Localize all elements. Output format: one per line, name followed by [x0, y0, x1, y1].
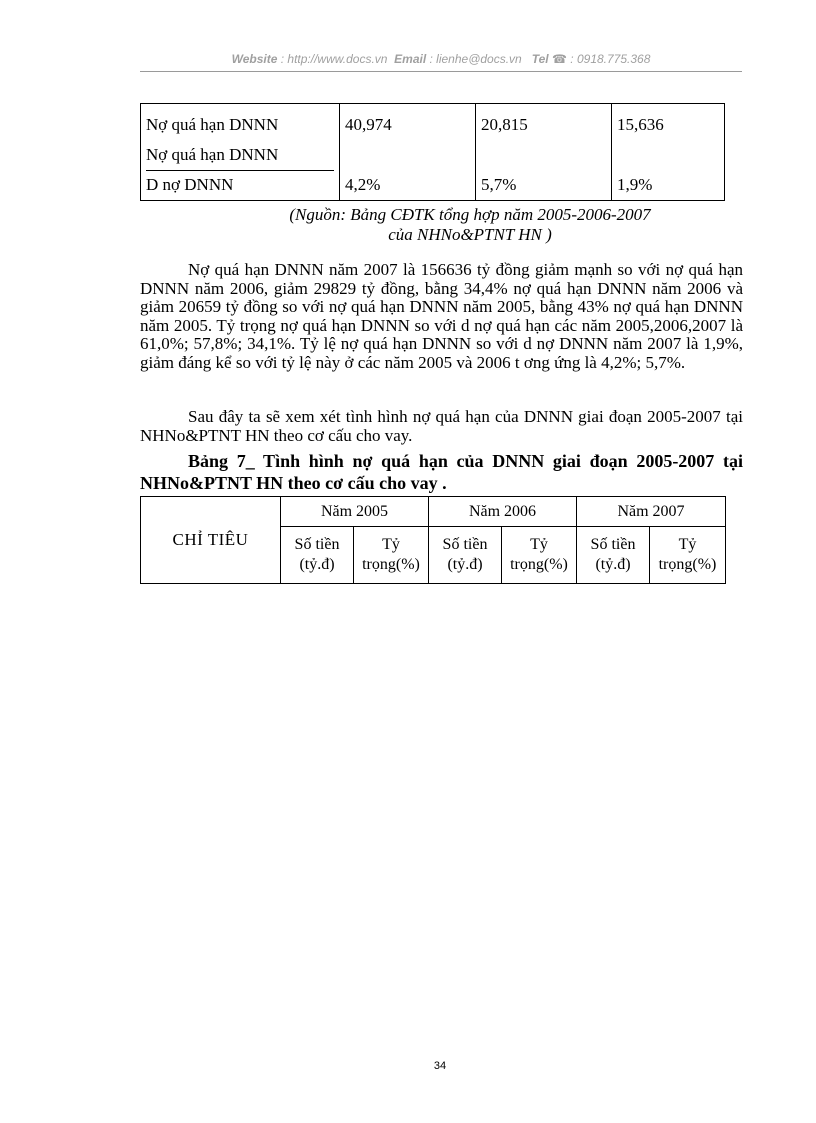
table-caption: Bảng 7_ Tình hình nợ quá hạn của DNNN giai đoạn 2005-2007 tại NHNo&PTNT HN theo cơ cấu cho vay .: [140, 451, 743, 493]
tel-label: Tel: [531, 52, 549, 66]
year-header: Năm 2005: [281, 497, 429, 527]
header-divider: [140, 71, 742, 72]
row-label: Nợ quá hạn DNNN: [146, 140, 334, 171]
amount-header: Số tiền (tỷ.đ): [429, 527, 502, 584]
table-row: [141, 104, 725, 201]
website-label: Website: [231, 52, 278, 66]
column-cell: [612, 104, 725, 201]
row-labels-cell: [141, 104, 340, 201]
website-value[interactable]: : http://www.docs.vn: [280, 52, 388, 66]
value-cell: 40,974: [345, 115, 392, 134]
share-header: Tỷ trọng(%): [650, 527, 726, 584]
column-cell: [340, 104, 476, 201]
amount-header: Số tiền (tỷ.đ): [577, 527, 650, 584]
row-label: Nợ quá hạn DNNN: [146, 115, 279, 134]
column-cell: [476, 104, 612, 201]
email-value[interactable]: : lienhe@docs.vn: [429, 52, 522, 66]
criteria-header: CHỈ TIÊU: [141, 497, 281, 584]
source-note: (Nguồn: Bảng CĐTK tổng hợp năm 2005-2006-2007 của NHNo&PTNT HN ): [289, 205, 651, 244]
body-paragraph: Nợ quá hạn DNNN năm 2007 là 156636 tỷ đồng giảm mạnh so với nợ quá hạn DNNN năm 2006, giảm 29829 tỷ đồng, bằng 34,4% nợ quá hạn DNNN năm 2006 và giảm 20659 tỷ đồng so với nợ quá hạn DNNN năm 2005, bằng 43% nợ quá hạn DNNN năm 2005. Tỷ trọng nợ quá hạn DNNN so với d nợ quá hạn các năm 2005,2006,2007 là 61,0%; 57,8%; 34,1%. Tỷ lệ nợ quá hạn DNNN so với d nợ DNNN năm 2007 là 1,9%, giảm đáng kể so với tỷ lệ này ở các năm 2005 và 2006 t ơng ứng là 4,2%; 5,7%.: [140, 260, 743, 372]
overdue-structure-table: [140, 496, 726, 584]
tel-value: : 0918.775.368: [570, 52, 651, 66]
page-header: [140, 52, 742, 66]
body-paragraph: Sau đây ta sẽ xem xét tình hình nợ quá hạn của DNNN giai đoạn 2005-2007 tại NHNo&PTNT HN theo cơ cấu cho vay.: [140, 407, 743, 445]
phone-icon: ☎: [552, 52, 567, 66]
ratio-cell: 1,9%: [617, 175, 653, 194]
table-row: [141, 497, 726, 527]
share-header: Tỷ trọng(%): [354, 527, 429, 584]
value-cell: 15,636: [617, 115, 664, 134]
share-header: Tỷ trọng(%): [502, 527, 577, 584]
ratio-cell: 4,2%: [345, 175, 381, 194]
overdue-debt-table: [140, 103, 725, 201]
row-label: D nợ DNNN: [146, 175, 234, 194]
year-header: Năm 2006: [429, 497, 577, 527]
ratio-cell: 5,7%: [481, 175, 517, 194]
amount-header: Số tiền (tỷ.đ): [281, 527, 354, 584]
email-label: Email: [394, 52, 427, 66]
page-number: 34: [433, 1060, 447, 1072]
year-header: Năm 2007: [577, 497, 726, 527]
value-cell: 20,815: [481, 115, 528, 134]
